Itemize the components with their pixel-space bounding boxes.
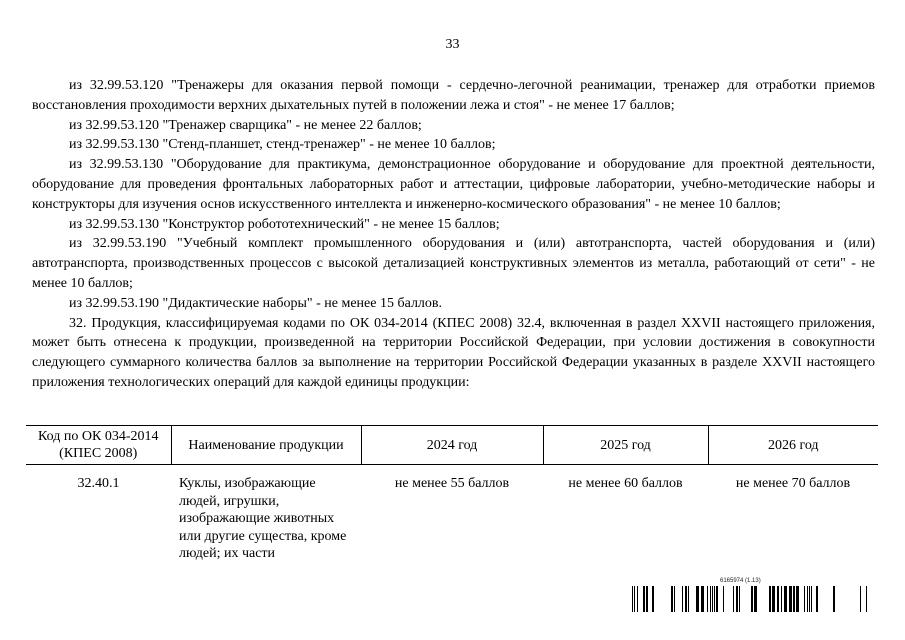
paragraph: из 32.99.53.130 "Оборудование для практикума, демонстрационное оборудование и оборудование для проектной деятельности, оборудование для проведения фронтальных лабораторных работ и аттестации, цифровые лаборатории, учебно-методические наборы и конструкторы для изучения основ искусственного интеллекта и инженерно-космического образования" - не менее 10 баллов; xyxy=(32,157,875,212)
barcode-image xyxy=(632,586,872,612)
cell-2025: не менее 60 баллов xyxy=(568,476,683,491)
barcode xyxy=(632,578,872,614)
paragraph: из 32.99.53.130 "Конструктор робототехнический" - не менее 15 баллов; xyxy=(69,216,500,232)
barcode-id: 6165974 (1.13) xyxy=(720,578,761,584)
table-header-row xyxy=(26,426,878,465)
cell-2026: не менее 70 баллов xyxy=(735,476,851,491)
body-text xyxy=(32,76,875,393)
products-table xyxy=(26,425,878,563)
header-name: Наименование продукции xyxy=(171,426,361,465)
paragraph: 32. Продукция, классифицируемая кодами по ОК 034-2014 (КПЕС 2008) 32.4, включенная в раздел XXVII настоящего приложения, может быть отнесена к продукции, произведенной на территории Российской Федерации, при условии достижения в совокупности следующего суммарного количества баллов за выполнение на территории Российской Федерации указанных в разделе XXVII настоящего приложения технологических операций для каждой единицы продукции: xyxy=(32,315,875,390)
page-number: 33 xyxy=(445,37,460,52)
paragraph: из 32.99.53.190 "Дидактические наборы" - не менее 15 баллов. xyxy=(69,295,443,311)
paragraph: из 32.99.53.190 "Учебный комплект промышленного оборудования и (или) автотранспорта, частей оборудования и (или) автотранспорта, производственных процессов с высокой детализацией конструктивных элементов из металла, работающий от сети" - не менее 10 баллов; xyxy=(32,236,875,291)
table-row xyxy=(26,465,878,563)
paragraph: из 32.99.53.120 "Тренажеры для оказания первой помощи - сердечно-легочной реанимации, тренажер для отработки приемов восстановления проходимости верхних дыхательных путей в положении лежа и стоя" - не менее 17 баллов; xyxy=(32,78,875,113)
paragraph: из 32.99.53.120 "Тренажер сварщика" - не менее 22 баллов; xyxy=(69,117,422,133)
cell-2024: не менее 55 баллов xyxy=(394,476,510,491)
cell-name: Куклы, изображающие людей, игрушки, изображающие животных или другие существа, кроме людей; их части xyxy=(179,476,347,561)
header-2024: 2024 год xyxy=(361,426,543,465)
header-2025: 2025 год xyxy=(543,426,708,465)
paragraph: из 32.99.53.130 "Стенд-планшет, стенд-тренажер" - не менее 10 баллов; xyxy=(69,137,496,153)
cell-code: 32.40.1 xyxy=(77,476,120,491)
header-code: Код по ОК 034-2014 (КПЕС 2008) xyxy=(26,426,171,465)
header-2026: 2026 год xyxy=(708,426,878,465)
